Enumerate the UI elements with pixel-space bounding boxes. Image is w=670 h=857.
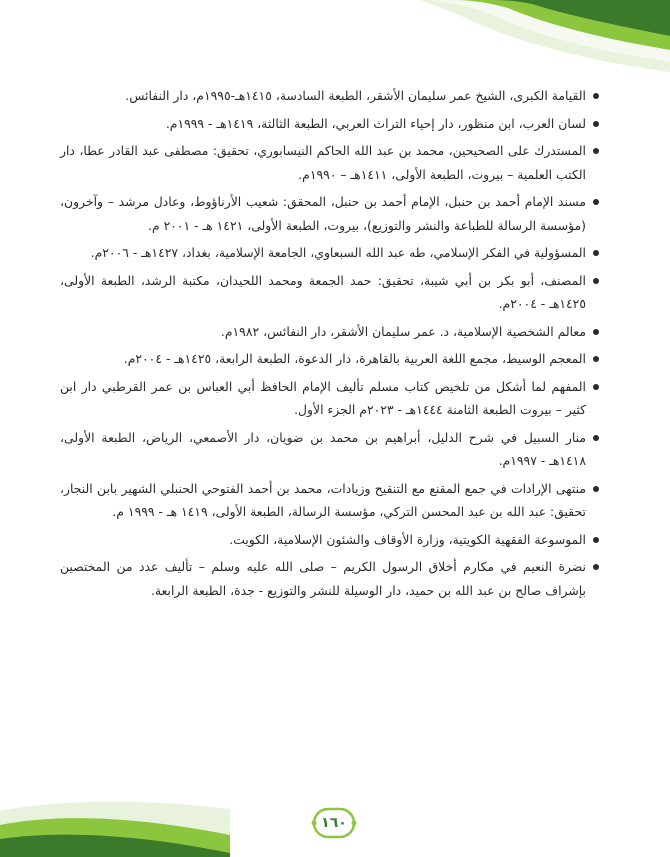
reference-text: المعجم الوسيط، مجمع اللغة العربية بالقاهرة، دار الدعوة، الطبعة الرابعة، ١٤٢٥هـ - ٢٠٠٤م. bbox=[123, 351, 586, 366]
reference-item bbox=[60, 112, 600, 136]
bullet-icon bbox=[593, 329, 599, 335]
reference-item bbox=[60, 320, 600, 344]
reference-text: منار السبيل في شرح الدليل، أبراهيم بن محمد بن ضويان، دار الأصمعي، الرياض، الطبعة الأولى، ١٤١٨هـ - ١٩٩٧م. bbox=[60, 429, 586, 468]
bullet-icon bbox=[593, 435, 599, 441]
bullet-icon bbox=[593, 148, 599, 154]
reference-item bbox=[60, 269, 600, 316]
bullet-icon bbox=[593, 564, 599, 570]
bottom-corner-decoration bbox=[0, 795, 230, 857]
reference-item bbox=[60, 241, 600, 265]
bullet-icon bbox=[593, 93, 599, 99]
reference-item bbox=[60, 375, 600, 422]
bullet-icon bbox=[593, 278, 599, 284]
reference-item bbox=[60, 528, 600, 552]
bullet-icon bbox=[593, 250, 599, 256]
page-number: ١٦٠ bbox=[321, 815, 347, 831]
bullet-icon bbox=[593, 199, 599, 205]
reference-text: المفهم لما أشكل من تلخيص كتاب مسلم تأليف الإمام الحافظ أبي العباس بن عمر القرطبي دار ابن كثير – بيروت الطبعة الثامنة ١٤٤٤هـ - ٢٠٢٣م الجزء الأول. bbox=[60, 378, 586, 417]
reference-item bbox=[60, 190, 600, 237]
page-number-badge bbox=[311, 806, 357, 840]
reference-text: مسند الإمام أحمد بن حنبل، الإمام أحمد بن حنبل، المحقق: شعيب الأرناؤوط، وعادل مرشد – وآخرون، (مؤسسة الرسالة للطباعة والنشر والتوزيع)، بيروت، الطبعة الأولى، ١٤٢١ هـ - ٢٠٠١ م. bbox=[60, 194, 586, 233]
reference-text: لسان العرب، ابن منظور، دار إحياء التراث العربي، الطبعة الثالثة، ١٤١٩هـ - ١٩٩٩م. bbox=[165, 115, 586, 131]
reference-item bbox=[60, 84, 600, 108]
reference-text: المسؤولية في الفكر الإسلامي، طه عبد الله السبعاوي، الجامعة الإسلامية، بغداد، ١٤٢٧هـ - ٢٠٠٦م. bbox=[90, 245, 586, 260]
bullet-icon bbox=[593, 384, 599, 390]
reference-item bbox=[60, 477, 600, 524]
reference-item bbox=[60, 139, 600, 186]
references-list bbox=[60, 84, 600, 606]
reference-text: الموسوعة الفقهية الكويتية، وزارة الأوقاف والشئون الإسلامية، الكويت. bbox=[229, 531, 586, 547]
reference-text: المصنف، أبو بكر بن أبي شيبة، تحقيق: حمد الجمعة ومحمد اللحيدان، مكتبة الرشد، الطبعة الأولى، ١٤٢٥هـ - ٢٠٠٤م. bbox=[60, 272, 586, 311]
reference-text: القيامة الكبرى، الشيخ عمر سليمان الأشقر، الطبعة السادسة، ١٤١٥هـ-١٩٩٥م، دار النفائس. bbox=[125, 88, 586, 103]
reference-item bbox=[60, 555, 600, 602]
reference-text: منتهى الإرادات في جمع المقنع مع التنقيح وزيادات، محمد بن أحمد الفتوحي الحنبلي الشهير بابن النجار، تحقيق: عبد الله بن عبد المحسن التركي، مؤسسة الرسالة، الطبعة الأولى، ١٤١٩ هـ - ١٩٩٩ م. bbox=[60, 480, 586, 519]
bullet-icon bbox=[593, 356, 599, 362]
reference-text: المستدرك على الصحيحين، محمد بن عبد الله الحاكم النيسابوري، تحقيق: مصطفى عبد القادر عطا، دار الكتب العلمية – بيروت، الطبعة الأولى، ١٤١١هـ – ١٩٩٠م. bbox=[60, 143, 586, 182]
top-corner-decoration bbox=[420, 0, 670, 72]
bullet-icon bbox=[593, 537, 599, 543]
reference-item bbox=[60, 426, 600, 473]
bullet-icon bbox=[593, 486, 599, 492]
reference-text: نضرة النعيم في مكارم أخلاق الرسول الكريم – صلى الله عليه وسلم – تأليف عدد من المختصين بإشراف صالح بن عبد الله بن حميد، دار الوسيلة للنشر والتوزيع - جدة، الطبعة الرابعة. bbox=[60, 559, 586, 598]
bullet-icon bbox=[593, 121, 599, 127]
reference-text: معالم الشخصية الإسلامية، د. عمر سليمان الأشقر، دار النفائس، ١٩٨٢م. bbox=[220, 323, 586, 339]
reference-item bbox=[60, 347, 600, 371]
